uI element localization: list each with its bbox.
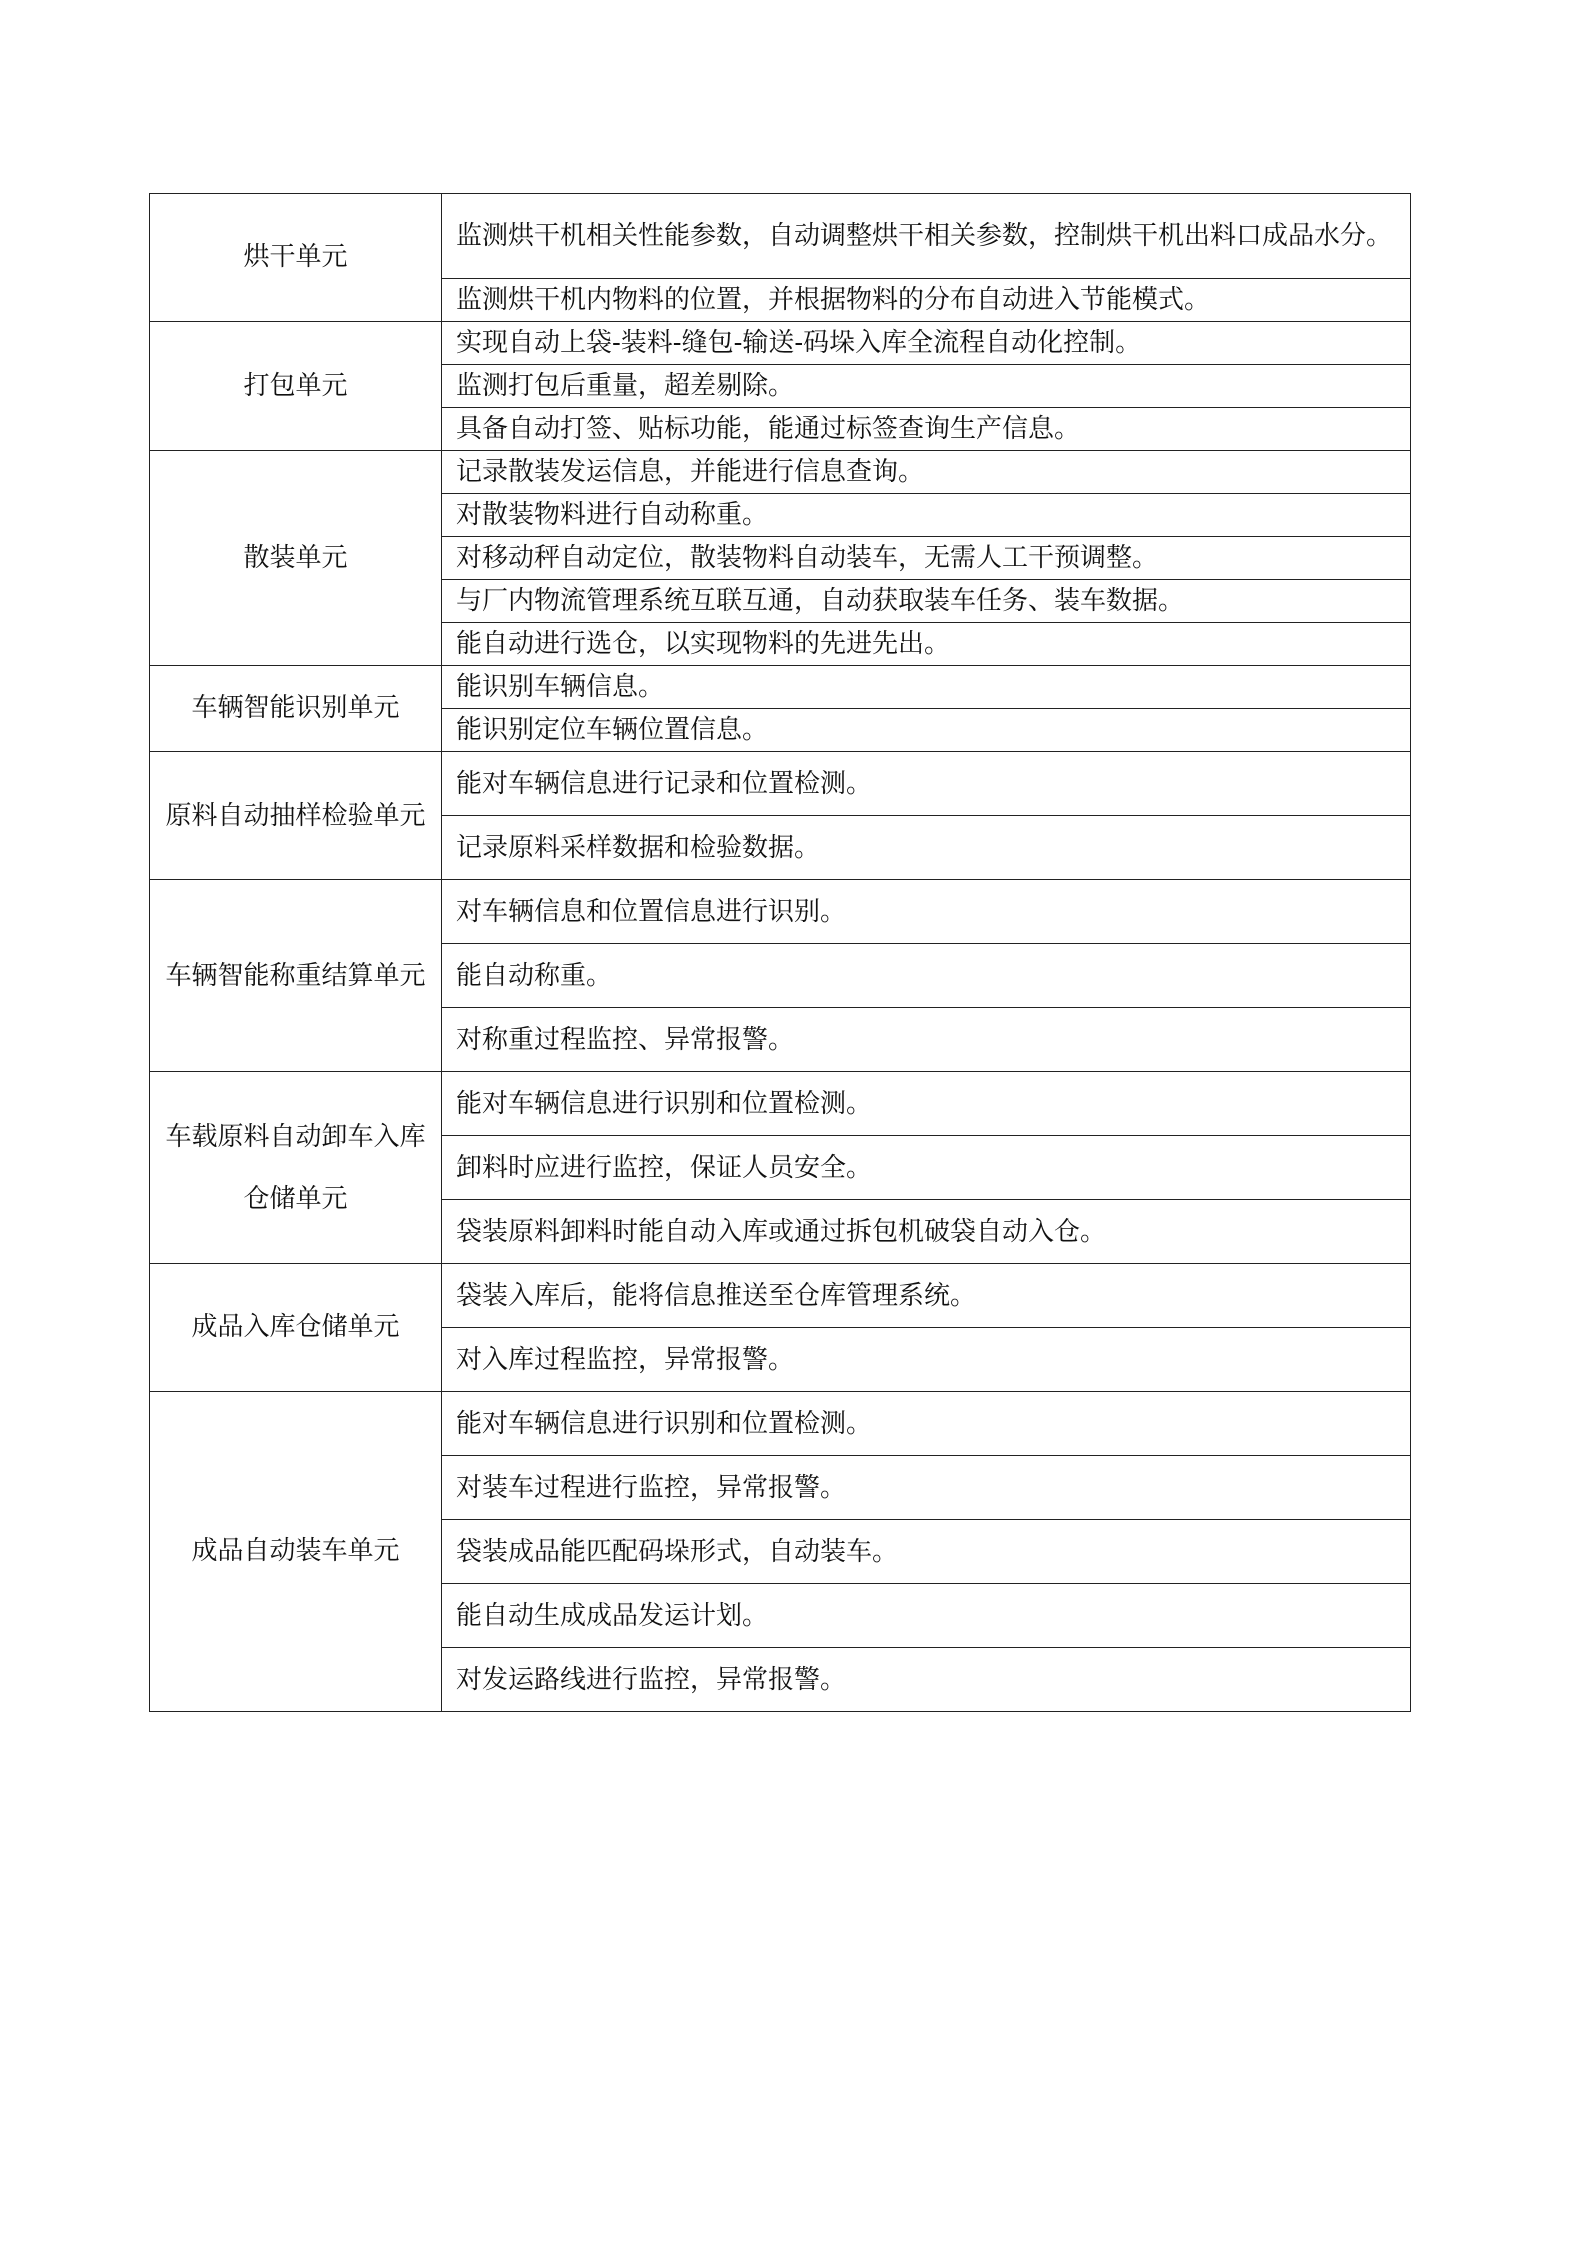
requirement-cell: 能自动进行选仓，以实现物料的先进先出。 (442, 623, 1411, 666)
table-row (150, 880, 1411, 944)
requirement-cell: 监测烘干机内物料的位置，并根据物料的分布自动进入节能模式。 (442, 279, 1411, 322)
requirement-cell: 能对车辆信息进行识别和位置检测。 (442, 1072, 1411, 1136)
unit-name-cell: 散装单元 (150, 451, 442, 666)
requirement-cell: 对入库过程监控，异常报警。 (442, 1328, 1411, 1392)
requirement-cell: 卸料时应进行监控，保证人员安全。 (442, 1136, 1411, 1200)
table-row (150, 1392, 1411, 1456)
requirement-cell: 对散装物料进行自动称重。 (442, 494, 1411, 537)
unit-name-cell: 成品自动装车单元 (150, 1392, 442, 1712)
requirement-cell: 能识别定位车辆位置信息。 (442, 709, 1411, 752)
table-row (150, 1264, 1411, 1328)
unit-name-cell: 成品入库仓储单元 (150, 1264, 442, 1392)
requirement-cell: 记录散装发运信息，并能进行信息查询。 (442, 451, 1411, 494)
table-row (150, 666, 1411, 709)
requirement-cell: 袋装成品能匹配码垛形式，自动装车。 (442, 1520, 1411, 1584)
requirement-cell: 记录原料采样数据和检验数据。 (442, 816, 1411, 880)
requirement-cell: 对移动秤自动定位，散装物料自动装车，无需人工干预调整。 (442, 537, 1411, 580)
requirement-cell: 与厂内物流管理系统互联互通，自动获取装车任务、装车数据。 (442, 580, 1411, 623)
requirement-cell: 袋装原料卸料时能自动入库或通过拆包机破袋自动入仓。 (442, 1200, 1411, 1264)
requirement-cell: 能识别车辆信息。 (442, 666, 1411, 709)
requirement-cell: 对发运路线进行监控，异常报警。 (442, 1648, 1411, 1712)
unit-name-cell: 原料自动抽样检验单元 (150, 752, 442, 880)
unit-name-cell: 车载原料自动卸车入库仓储单元 (150, 1072, 442, 1264)
requirement-cell: 具备自动打签、贴标功能，能通过标签查询生产信息。 (442, 408, 1411, 451)
table-row (150, 752, 1411, 816)
table-row (150, 1072, 1411, 1136)
requirement-cell: 监测烘干机相关性能参数，自动调整烘干相关参数，控制烘干机出料口成品水分。 (442, 194, 1411, 279)
requirement-cell: 对装车过程进行监控，异常报警。 (442, 1456, 1411, 1520)
table-row (150, 322, 1411, 365)
requirement-cell: 对车辆信息和位置信息进行识别。 (442, 880, 1411, 944)
requirement-cell: 能自动生成成品发运计划。 (442, 1584, 1411, 1648)
requirement-cell: 监测打包后重量，超差剔除。 (442, 365, 1411, 408)
unit-name-cell: 烘干单元 (150, 194, 442, 322)
unit-name-cell: 打包单元 (150, 322, 442, 451)
requirement-cell: 能对车辆信息进行识别和位置检测。 (442, 1392, 1411, 1456)
table-row (150, 194, 1411, 279)
requirement-cell: 对称重过程监控、异常报警。 (442, 1008, 1411, 1072)
unit-name-cell: 车辆智能识别单元 (150, 666, 442, 752)
requirement-cell: 能自动称重。 (442, 944, 1411, 1008)
requirement-cell: 袋装入库后，能将信息推送至仓库管理系统。 (442, 1264, 1411, 1328)
requirements-table (149, 193, 1411, 1712)
requirement-cell: 能对车辆信息进行记录和位置检测。 (442, 752, 1411, 816)
requirement-cell: 实现自动上袋-装料-缝包-输送-码垛入库全流程自动化控制。 (442, 322, 1411, 365)
unit-name-cell: 车辆智能称重结算单元 (150, 880, 442, 1072)
table-row (150, 451, 1411, 494)
